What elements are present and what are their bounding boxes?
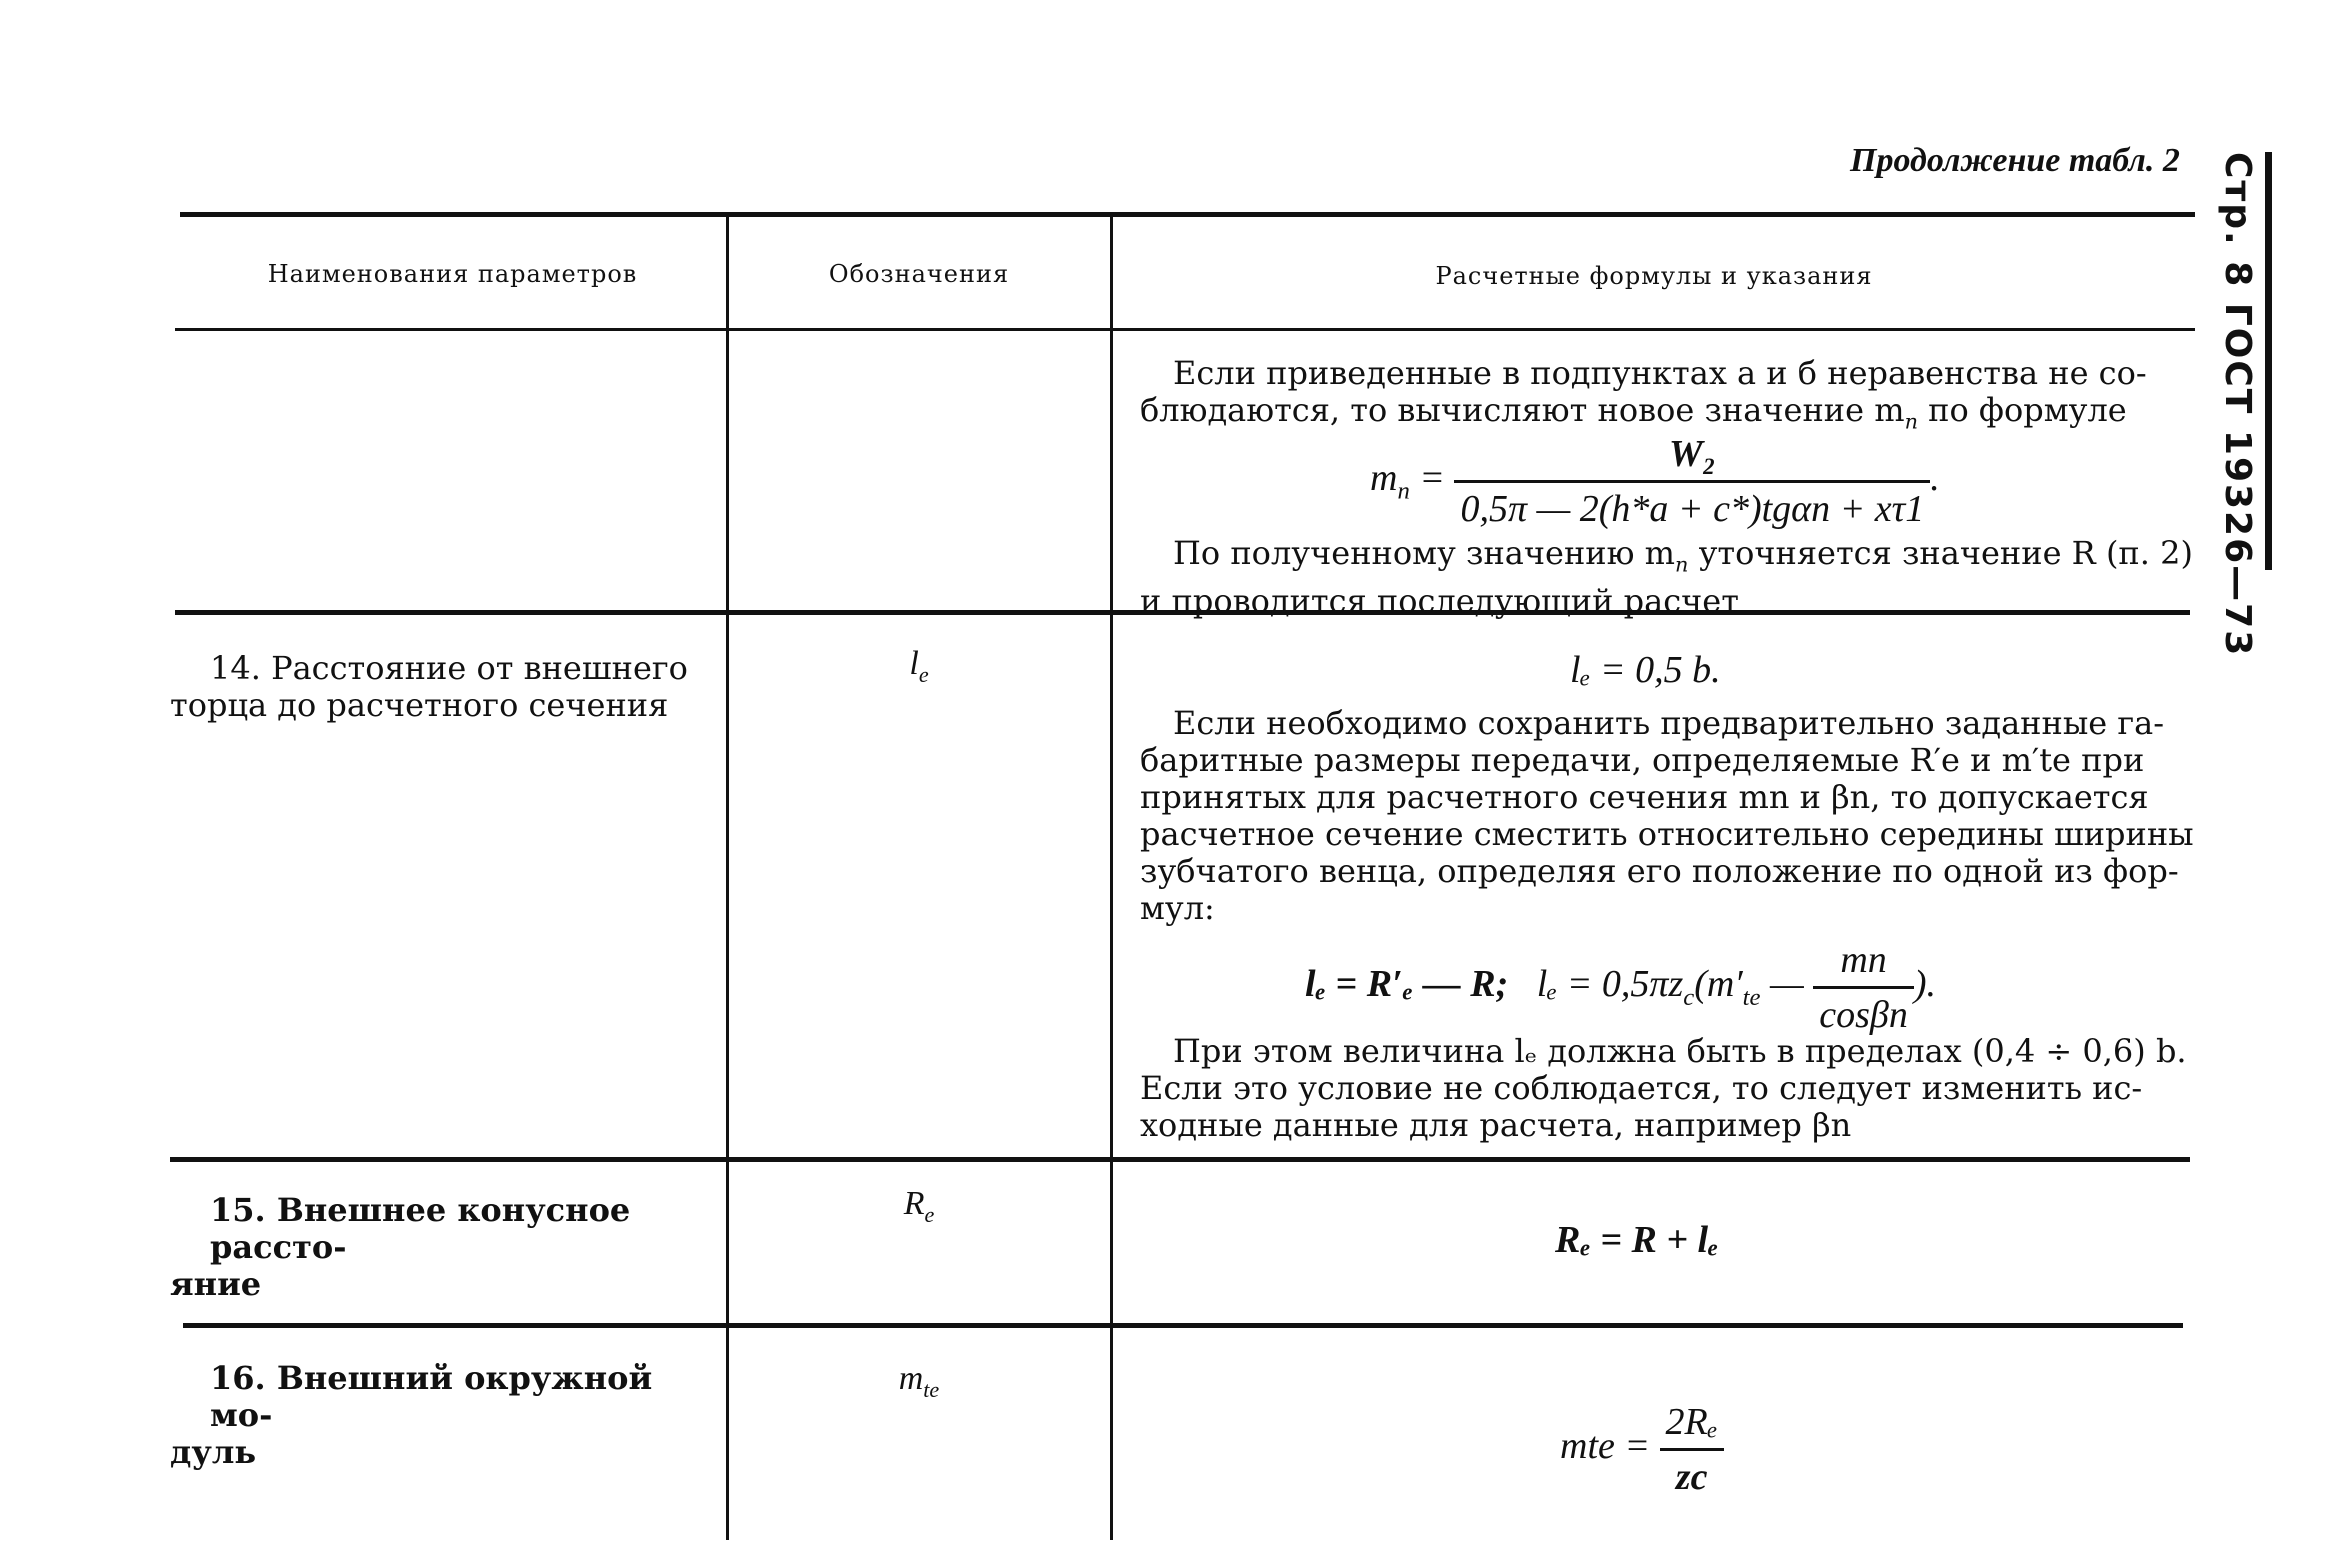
row14-formula-main: lₑ = 0,5 b.: [1570, 649, 1721, 691]
header-bottom-rule: [175, 328, 2195, 331]
column-rule-1: [726, 215, 729, 1540]
row15-formula: Rₑ = R + lₑ: [1555, 1219, 1719, 1261]
row14-symbol: $l_e$: [909, 645, 929, 687]
row15-symbol: $R_e$: [903, 1185, 935, 1227]
row15-param: 15. Внешнее конусное рассто- яние: [170, 1191, 631, 1303]
row13-text2: По полученному значению $m_n$ уточняется значение R (п. 2) и проводится последующий расчет: [1140, 534, 2193, 621]
column-rule-2: [1110, 215, 1113, 1540]
header-formula: Расчетные формулы и указания: [1435, 262, 1873, 290]
row16-symbol: $m_{te}$: [898, 1360, 940, 1402]
row14-param: 14. Расстояние от внешнего торца до расчетного сечения: [170, 649, 688, 724]
header-param: Наименования параметров: [267, 260, 638, 288]
header-symbol: Обозначения: [828, 260, 1010, 288]
row14-formula2: lₑ = R′ₑ — R; $l_e = 0,5\pi z_c(m'_{te}$ — $\frac{mn}{\cos\beta n}$ ).: [1305, 939, 1937, 1036]
row14-para2: При этом величина lₑ должна быть в пределах (0,4 ÷ 0,6) b. Если это условие не соблюдается, то следует изменить ис- ходные данные для расчета, например βn: [1140, 1032, 2187, 1144]
row16-param: 16. Внешний окружной мо- дуль: [170, 1359, 653, 1471]
row13-formula: $m_n$ = $\frac{\text{W₂}}{\text{0,5π — 2(h*a + c*)tgαn + xτ1}}$ .: [1370, 433, 1940, 530]
table-top-rule: [180, 212, 2195, 217]
row16-formula: mte = $\frac{\text{2Rₑ}}{zc}$: [1560, 1400, 1724, 1499]
row15-bottom-rule: [183, 1323, 2183, 1328]
row14-bottom-rule: [170, 1157, 2190, 1162]
row14-para1: Если необходимо сохранить предварительно заданные га- баритные размеры передачи, определяемые R′e и m′te при принятых для расчетного сечения mn и βn, то допускается расчетное сечение сместить относительно середины ширины зубчатого венца, определяя его положение по одной из фор- мул:: [1140, 704, 2194, 927]
continuation-label: Продолжение табл. 2: [1850, 142, 2180, 179]
side-rule: [2265, 152, 2272, 570]
side-label: Стр. 8 ГОСТ 19326—73: [2217, 152, 2258, 658]
row13-text1: Если приведенные в подпунктах а и б неравенства не со- блюдаются, то вычисляют новое значение $m_n$ по формуле: [1140, 354, 2147, 434]
